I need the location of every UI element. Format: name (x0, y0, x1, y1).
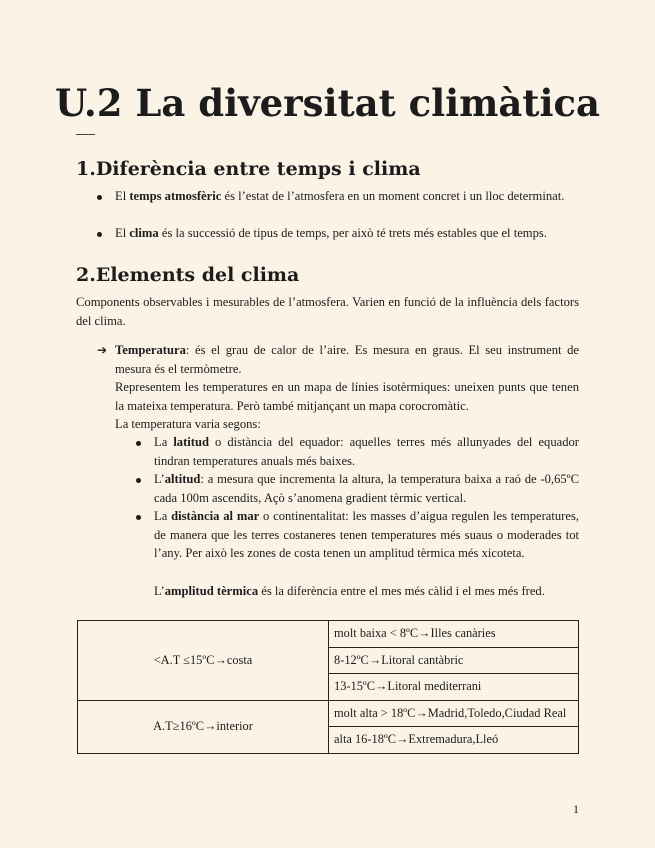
list-item: El clima és la successió de tipus de temps, per això té trets més estables que el temps. (115, 226, 547, 240)
table-cell: 13-15ºC→Litoral mediterrani (329, 674, 579, 701)
section-2-heading: 2.Elements del clima (76, 264, 300, 286)
table-cell: molt baixa < 8ºC→Illes canàries (329, 621, 579, 648)
temperatura-map-paragraph: Representem les temperatures en un mapa de línies isotèrmiques: uneixen punts que tenen la mateixa temperatura. Però també mitjançant un mapa corocromàtic. (115, 380, 579, 413)
bullet-dot (136, 441, 141, 446)
bullet-dot (97, 195, 102, 200)
title-divider (76, 134, 95, 135)
bullet-dot (97, 232, 102, 237)
factor-item: L’altitud: a mesura que incrementa la altura, la temperatura baixa a raó de -0,65ºC cada 100m ascendits, Açò s’anomena gradient tèrmic vertical. (154, 472, 579, 505)
table-cell: 8-12ºC→Litoral cantàbric (329, 647, 579, 674)
bullet-dot (136, 515, 141, 520)
bullet-dot (136, 478, 141, 483)
list-item: El temps atmosfèric és l’estat de l’atmosfera en un moment concret i un lloc determinat. (115, 189, 565, 203)
amplitud-table (77, 620, 579, 754)
table-group-label: A.T≥16ºC→interior (78, 700, 329, 753)
table-group-label: <A.T ≤15ºC→costa (78, 621, 329, 701)
section-1-heading: 1.Diferència entre temps i clima (76, 158, 421, 180)
temperatura-varia-label: La temperatura varia segons: (115, 417, 261, 431)
table-row (78, 700, 579, 727)
arrow-right-icon: ➔ (97, 343, 108, 357)
table-row (78, 621, 579, 648)
section-2-intro: Components observables i mesurables de l’atmosfera. Varien en funció de la influència dels factors del clima. (76, 295, 579, 328)
temperatura-definition: Temperatura: és el grau de calor de l’aire. Es mesura en graus. El seu instrument de mesura és el termòmetre. (115, 343, 579, 376)
factor-item: La distància al mar o continentalitat: les masses d’aigua regulen les temperatures, de manera que les terres costaneres tenen temperatures més suaus o moderades tot l’any. Per això les zones de costa tenen un amplitud tèrmica més xicoteta. (154, 509, 579, 560)
factor-item: La latitud o distància del equador: aquelles terres més allunyades del equador tindran temperatures anuals més baixes. (154, 435, 579, 468)
page-title: U.2 La diversitat climàtica (54, 81, 601, 125)
table-cell: molt alta > 18ºC→Madrid,Toledo,Ciudad Real (329, 700, 579, 727)
amplitud-termica-note: L’amplitud tèrmica és la diferència entre el mes més càlid i el mes més fred. (154, 584, 545, 598)
table-cell: alta 16-18ºC→Extremadura,Lleó (329, 727, 579, 754)
page-number: 1 (573, 802, 579, 816)
